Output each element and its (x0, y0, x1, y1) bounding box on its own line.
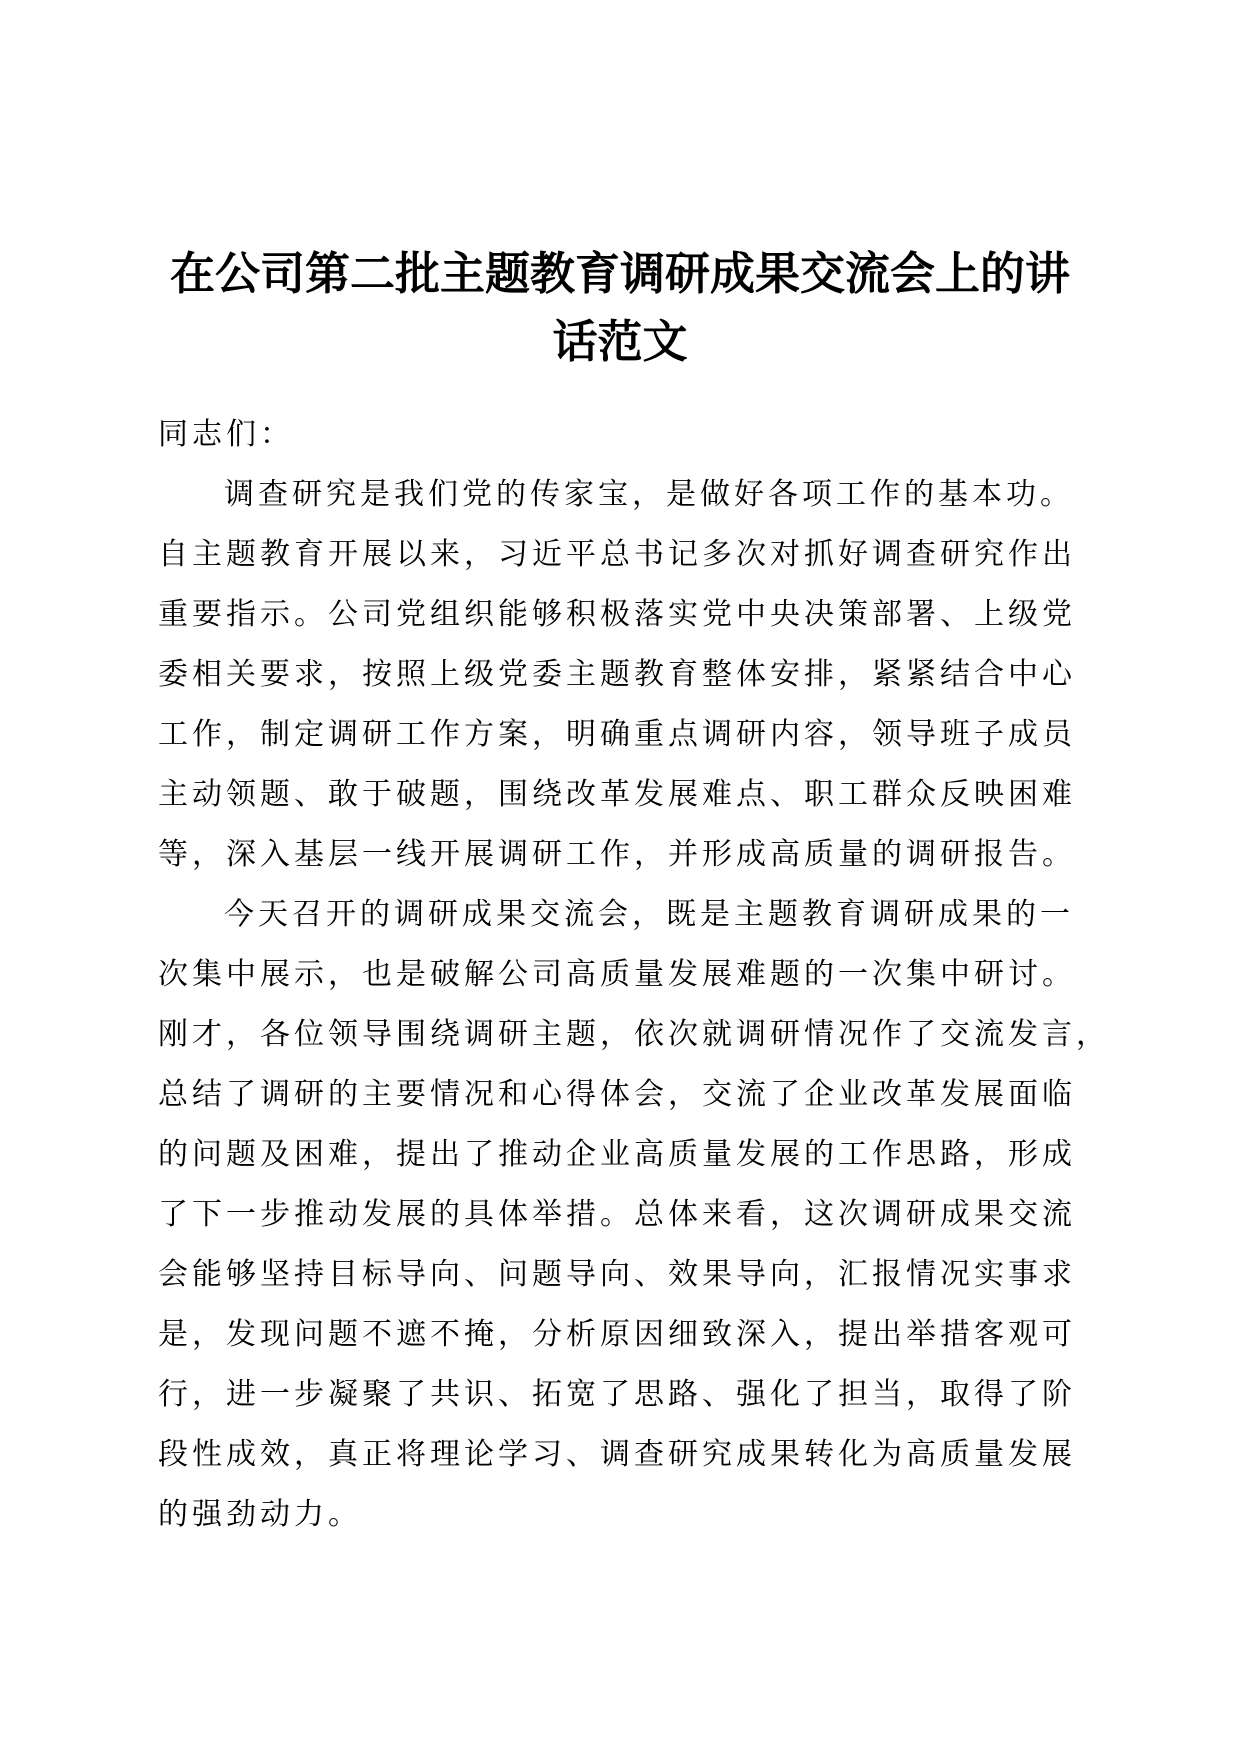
title-line-1: 在公司第二批主题教育调研成果交流会上的讲 (169, 247, 1070, 300)
paragraph-line: 次集中展示，也是破解公司高质量发展难题的一次集中研讨。 (158, 957, 1076, 992)
paragraph-line: 的问题及困难，提出了推动企业高质量发展的工作思路，形成 (158, 1137, 1076, 1172)
paragraph-line: 等，深入基层一线开展调研工作，并形成高质量的调研报告。 (158, 837, 1076, 872)
paragraph-1 (158, 465, 1083, 885)
paragraph-2 (158, 885, 1110, 1545)
paragraph-line: 行，进一步凝聚了共识、拓宽了思路、强化了担当，取得了阶 (158, 1377, 1076, 1412)
paragraph-line: 主动领题、敢于破题，围绕改革发展难点、职工群众反映困难 (158, 777, 1076, 812)
paragraph-line: 总结了调研的主要情况和心得体会，交流了企业改革发展面临 (158, 1077, 1076, 1112)
title-line-2: 话范文 (552, 315, 688, 368)
paragraph-line: 重要指示。公司党组织能够积极落实党中央决策部署、上级党 (158, 597, 1076, 632)
paragraph-line: 自主题教育开展以来，习近平总书记多次对抓好调查研究作出 (158, 537, 1076, 572)
paragraph-line: 了下一步推动发展的具体举措。总体来看，这次调研成果交流 (158, 1197, 1076, 1232)
paragraph-line: 调查研究是我们党的传家宝，是做好各项工作的基本功。 (224, 477, 1074, 512)
paragraph-line: 段性成效，真正将理论学习、调查研究成果转化为高质量发展 (158, 1437, 1076, 1472)
document-body (158, 405, 1110, 1545)
paragraph-line: 的强劲动力。 (158, 1497, 362, 1532)
salutation: 同志们： (158, 417, 294, 452)
paragraph-line: 是，发现问题不遮不掩，分析原因细致深入，提出举措客观可 (158, 1317, 1076, 1352)
paragraph-line: 工作，制定调研工作方案，明确重点调研内容，领导班子成员 (158, 717, 1076, 752)
paragraph-line: 委相关要求，按照上级党委主题教育整体安排，紧紧结合中心 (158, 657, 1076, 692)
paragraph-line: 会能够坚持目标导向、问题导向、效果导向，汇报情况实事求 (158, 1257, 1076, 1292)
paragraph-line: 今天召开的调研成果交流会，既是主题教育调研成果的一 (224, 897, 1074, 932)
paragraph-line: 刚才，各位领导围绕调研主题，依次就调研情况作了交流发言， (158, 1017, 1110, 1052)
document-title (155, 240, 1085, 376)
